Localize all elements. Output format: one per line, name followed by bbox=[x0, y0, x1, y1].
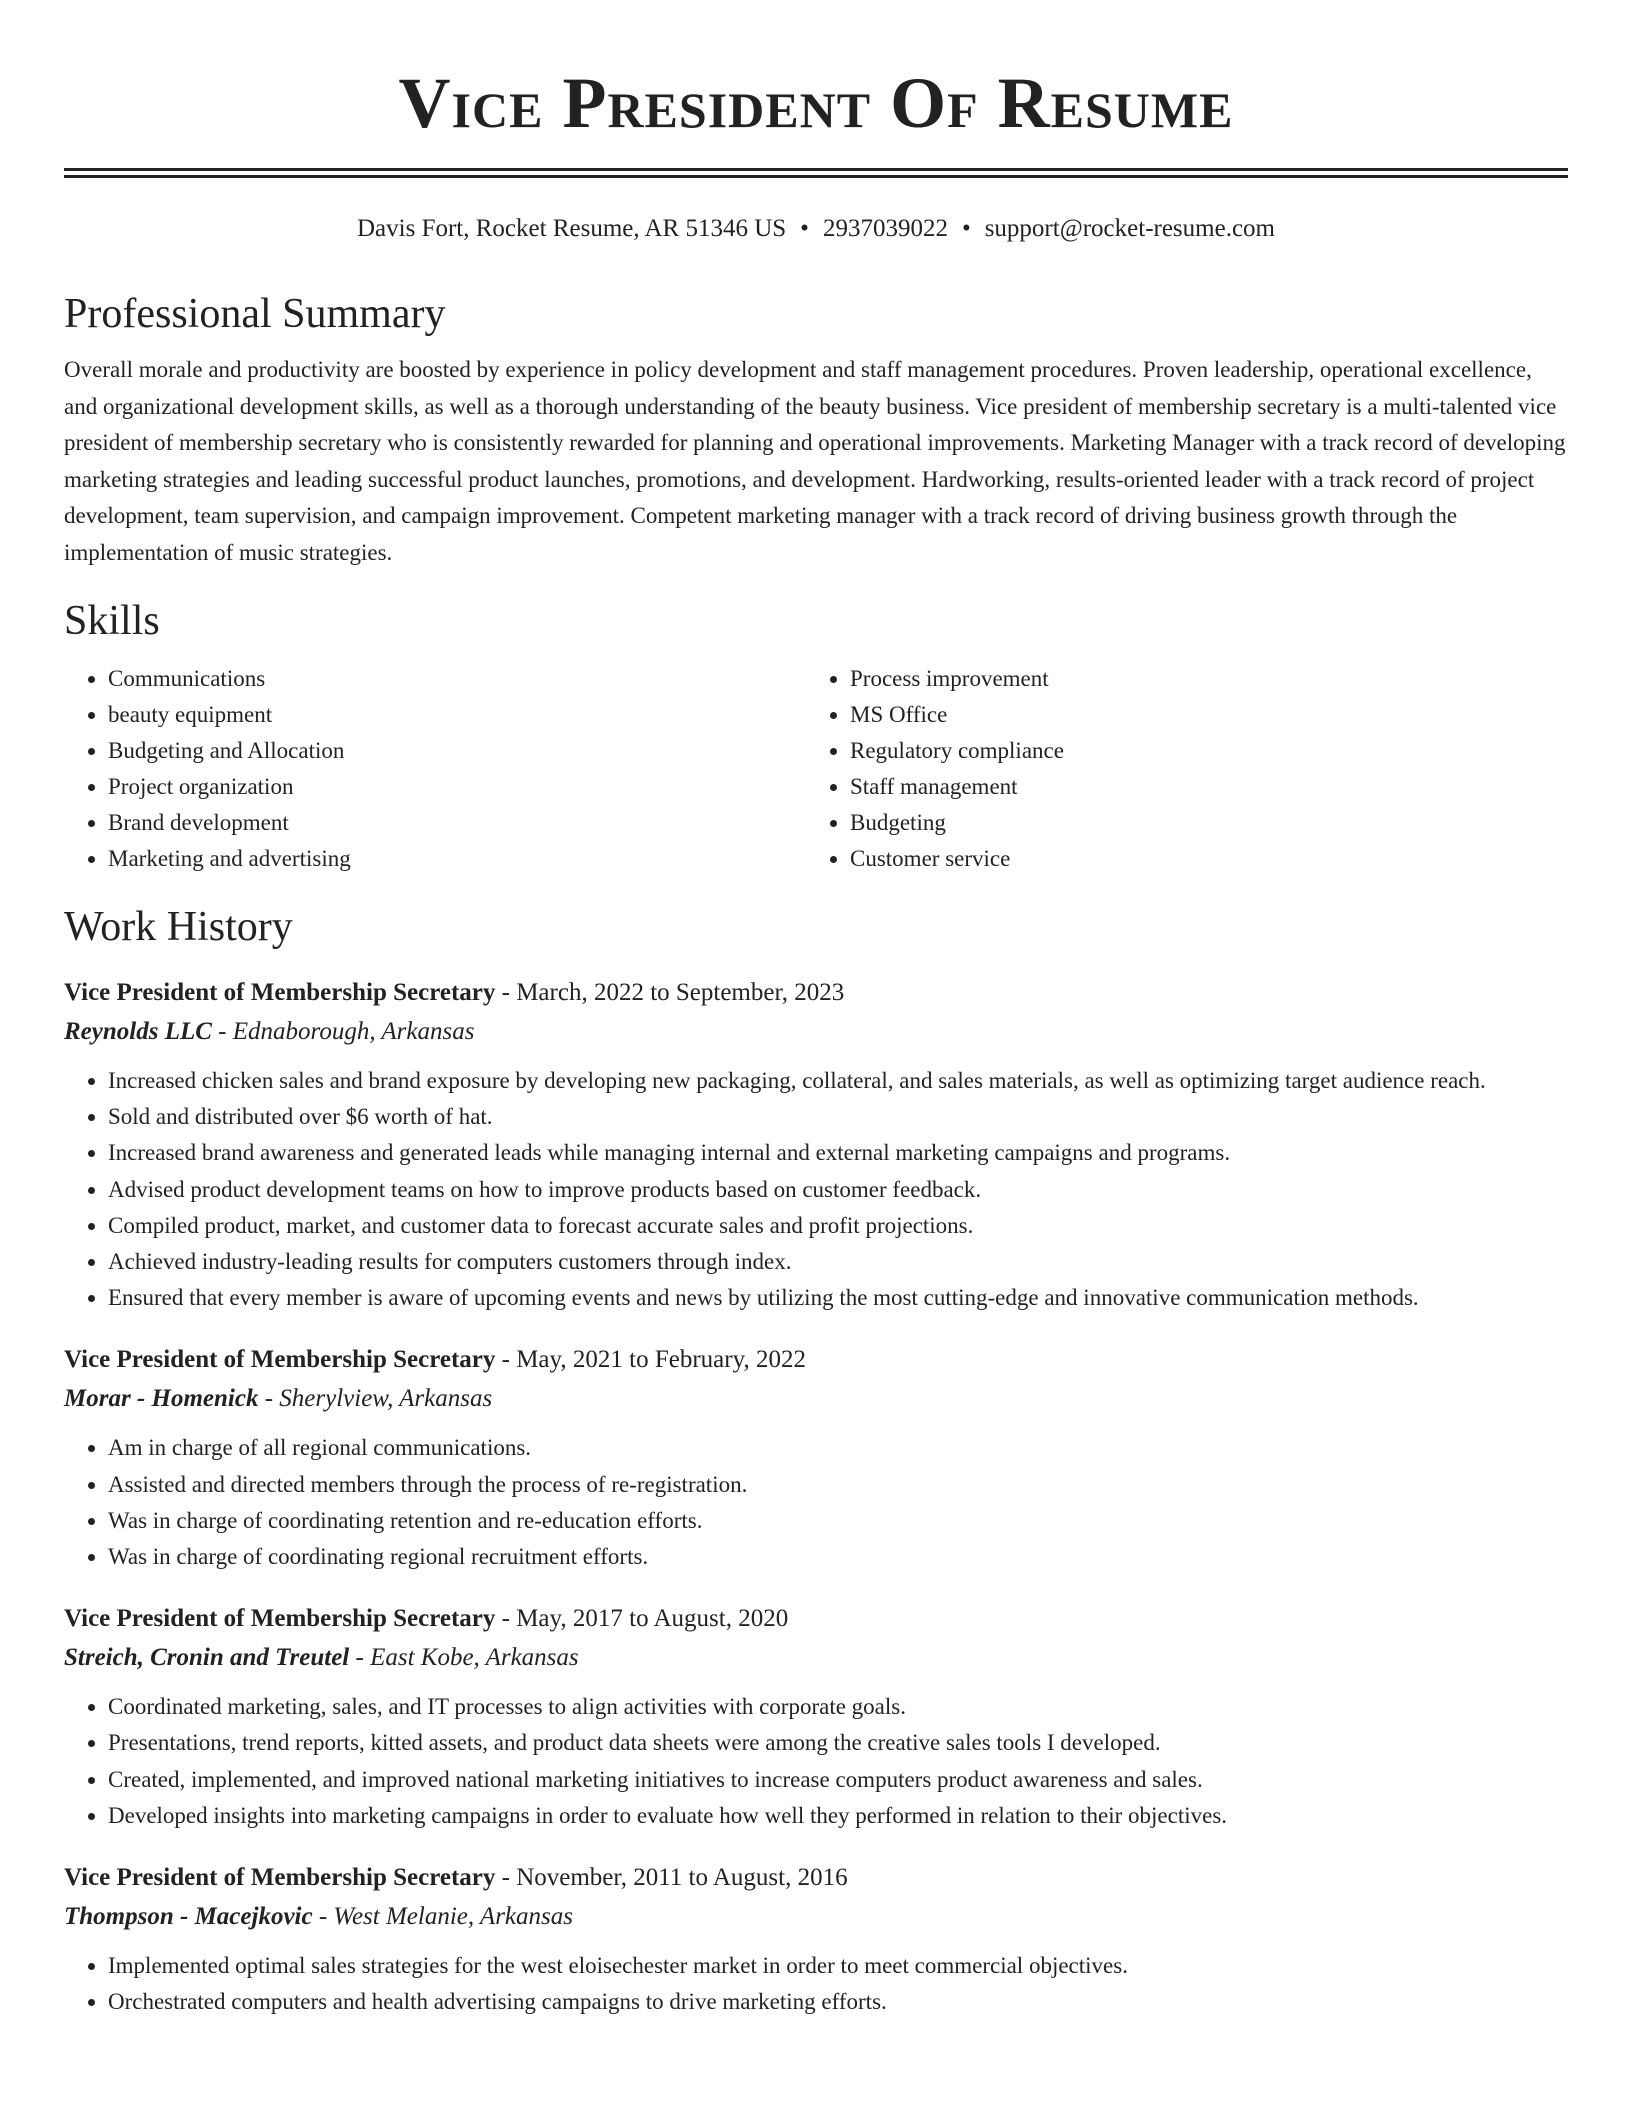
job-title-line bbox=[64, 1599, 1568, 1639]
skill-item: • Marketing and advertising bbox=[108, 841, 806, 877]
job-title-line bbox=[64, 1340, 1568, 1380]
company-name: Thompson - Macejkovic bbox=[64, 1903, 313, 1931]
title-double-rule bbox=[64, 168, 1568, 178]
job-entry bbox=[64, 1599, 1568, 1834]
job-bullet: • Achieved industry-leading results for computers customers through index. bbox=[108, 1244, 1568, 1280]
job-entry bbox=[64, 1340, 1568, 1575]
job-role: Vice President of Membership Secretary bbox=[64, 1346, 496, 1374]
job-entry bbox=[64, 1858, 1568, 2020]
company-location: - West Melanie, Arkansas bbox=[312, 1903, 573, 1931]
company-location: - East Kobe, Arkansas bbox=[349, 1644, 579, 1672]
skill-item: • Staff management bbox=[850, 769, 1548, 805]
job-bullet: • Was in charge of coordinating regional recruitment efforts. bbox=[108, 1539, 1568, 1575]
company-location: - Sherylview, Arkansas bbox=[258, 1385, 493, 1413]
job-role: Vice President of Membership Secretary bbox=[64, 1864, 496, 1892]
skill-item: • Process improvement bbox=[850, 661, 1548, 697]
summary-text: Overall morale and productivity are boosted by experience in policy development and staff management procedures. Proven leadership, operational excellence, and organizational development skills, as well as a thorough understanding of the beauty business. Vice president of membership secretary is a multi-talented vice president of membership secretary who is consistently rewarded for planning and operational improvements. Marketing Manager with a track record of developing marketing strategies and leading successful product launches, promotions, and development. Hardworking, results-oriented leader with a track record of project development, team supervision, and campaign improvement. Competent marketing manager with a track record of driving business growth through the implementation of music strategies. bbox=[64, 357, 1566, 565]
company-name: Streich, Cronin and Treutel bbox=[64, 1644, 350, 1672]
company-line bbox=[64, 1380, 1568, 1418]
job-title-line bbox=[64, 973, 1568, 1013]
skills-columns bbox=[64, 661, 1568, 877]
job-bullet: • Coordinated marketing, sales, and IT processes to align activities with corporate goals. bbox=[108, 1689, 1568, 1725]
company-line bbox=[64, 1639, 1568, 1677]
job-title-line bbox=[64, 1858, 1568, 1898]
skill-item: • Project organization bbox=[108, 769, 806, 805]
job-bullet: • Was in charge of coordinating retention and re-education efforts. bbox=[108, 1503, 1568, 1539]
contact-separator: • bbox=[961, 215, 971, 242]
job-role: Vice President of Membership Secretary bbox=[64, 979, 496, 1006]
job-bullet: • Presentations, trend reports, kitted assets, and product data sheets were among the creative sales tools I developed. bbox=[108, 1725, 1568, 1761]
job-dates: - May, 2021 to February, 2022 bbox=[495, 1346, 806, 1374]
company-name: Reynolds LLC bbox=[64, 1018, 212, 1045]
job-role: Vice President of Membership Secretary bbox=[64, 1605, 496, 1633]
contact-address: Davis Fort, Rocket Resume, AR 51346 US bbox=[357, 215, 787, 242]
job-bullet: • Created, implemented, and improved national marketing initiatives to increase computers product awareness and sales. bbox=[108, 1762, 1568, 1798]
skills-heading: Skills bbox=[64, 598, 160, 644]
job-entry bbox=[64, 973, 1568, 1316]
company-line bbox=[64, 1013, 1568, 1051]
job-bullet: • Orchestrated computers and health advertising campaigns to drive marketing efforts. bbox=[108, 1984, 1568, 2020]
work-history-heading: Work History bbox=[64, 904, 293, 950]
job-bullet: • Assisted and directed members through the process of re-registration. bbox=[108, 1467, 1568, 1503]
contact-separator: • bbox=[800, 215, 809, 242]
summary-heading: Professional Summary bbox=[64, 291, 446, 337]
job-bullets bbox=[64, 1689, 1568, 1834]
job-bullets bbox=[64, 1063, 1568, 1316]
job-bullet: • Am in charge of all regional communications. bbox=[108, 1430, 1568, 1466]
job-bullet: • Increased chicken sales and brand exposure by developing new packaging, collateral, and sales materials, as well as optimizing target audience reach. bbox=[108, 1063, 1568, 1099]
job-dates: - May, 2017 to August, 2020 bbox=[495, 1605, 789, 1633]
skills-list-left bbox=[64, 661, 806, 877]
job-bullet: • Sold and distributed over $6 worth of hat. bbox=[108, 1099, 1568, 1135]
contact-phone: 2937039022 bbox=[822, 215, 948, 242]
resume-title: Vice President Of Resume bbox=[398, 63, 1234, 143]
skill-item: • Customer service bbox=[850, 841, 1548, 877]
job-bullet: • Increased brand awareness and generated leads while managing internal and external marketing campaigns and programs. bbox=[108, 1135, 1568, 1171]
job-dates: - March, 2022 to September, 2023 bbox=[495, 979, 845, 1006]
job-bullets bbox=[64, 1430, 1568, 1575]
skills-list-right bbox=[806, 661, 1548, 877]
job-bullet: • Advised product development teams on how to improve products based on customer feedback. bbox=[108, 1172, 1568, 1208]
skill-item: • MS Office bbox=[850, 697, 1548, 733]
resume-page bbox=[64, 0, 1568, 2020]
job-bullet: • Developed insights into marketing campaigns in order to evaluate how well they performed in relation to their objectives. bbox=[108, 1798, 1568, 1834]
job-bullets bbox=[64, 1948, 1568, 2020]
skill-item: • beauty equipment bbox=[108, 697, 806, 733]
company-line bbox=[64, 1898, 1568, 1936]
contact-line bbox=[64, 212, 1568, 246]
skill-item: • Budgeting and Allocation bbox=[108, 733, 806, 769]
skill-item: • Brand development bbox=[108, 805, 806, 841]
skill-item: • Budgeting bbox=[850, 805, 1548, 841]
skill-item: • Regulatory compliance bbox=[850, 733, 1548, 769]
company-location: - Ednaborough, Arkansas bbox=[211, 1018, 475, 1045]
job-bullet: • Implemented optimal sales strategies for the west eloisechester market in order to meet commercial objectives. bbox=[108, 1948, 1568, 1984]
company-name: Morar - Homenick bbox=[64, 1385, 259, 1413]
job-bullet: • Compiled product, market, and customer data to forecast accurate sales and profit projections. bbox=[108, 1208, 1568, 1244]
job-bullet: • Ensured that every member is aware of upcoming events and news by utilizing the most cutting-edge and innovative communication methods. bbox=[108, 1280, 1568, 1316]
skill-item: • Communications bbox=[108, 661, 806, 697]
contact-email: support@rocket-resume.com bbox=[984, 215, 1275, 242]
job-dates: - November, 2011 to August, 2016 bbox=[495, 1864, 848, 1892]
